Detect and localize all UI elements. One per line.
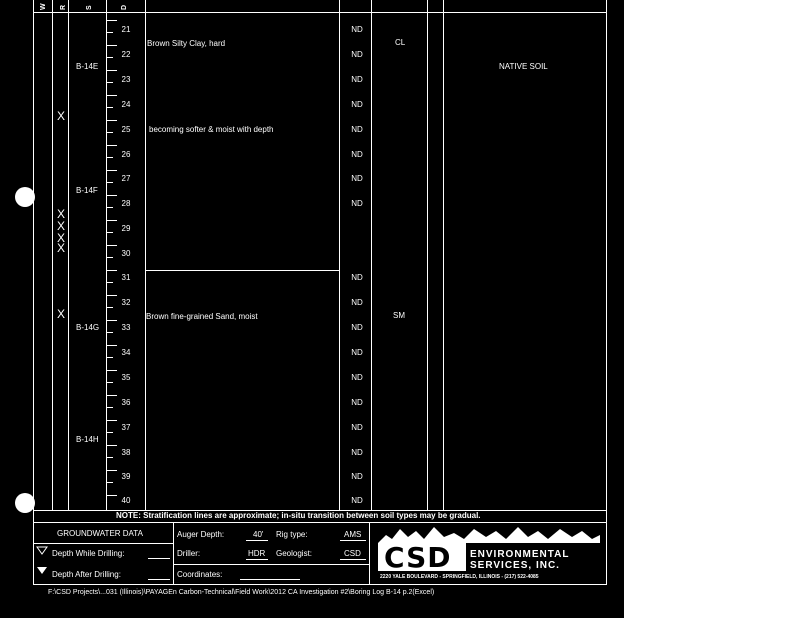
- stratification-note: NOTE: Stratification lines are approximate; in-situ transition between soil types may be gradual.: [116, 511, 481, 520]
- col-line-uscs: [427, 0, 428, 510]
- right-border: [606, 0, 607, 522]
- rig-type-label: Rig type:: [276, 530, 308, 539]
- depth-label: 30: [121, 249, 131, 258]
- binder-hole: [15, 493, 35, 513]
- depth-label: 26: [121, 150, 131, 159]
- csd-logo-text: CSD: [384, 541, 452, 574]
- pid-reading: ND: [351, 323, 363, 332]
- driller-value: HDR: [248, 549, 266, 558]
- file-path: F:\CSD Projects\...031 (Illinois)\PAYAGEn Carbon-Technical\Field Work\2012 CA Investigation #2\Boring Log B-14 p.2(Excel): [48, 589, 435, 596]
- col-line-sample: [106, 0, 107, 510]
- pid-reading: ND: [351, 100, 363, 109]
- col-line-depth: [145, 0, 146, 510]
- pid-reading: ND: [351, 423, 363, 432]
- remarks-text: NATIVE SOIL: [499, 62, 548, 71]
- geologist-label: Geologist:: [276, 549, 313, 558]
- pid-reading: ND: [351, 373, 363, 382]
- recovery-mark: X: [57, 207, 66, 221]
- depth-label: 33: [121, 323, 131, 332]
- pid-reading: ND: [351, 348, 363, 357]
- depth-label: 24: [121, 100, 131, 109]
- depth-while-drilling-blank: [148, 558, 170, 559]
- soil-description: Brown Silty Clay, hard: [147, 39, 226, 48]
- pid-reading: ND: [351, 398, 363, 407]
- col-line-description: [339, 0, 340, 510]
- pid-reading: ND: [351, 298, 363, 307]
- pid-reading: ND: [351, 75, 363, 84]
- sample-id: B-14F: [76, 186, 98, 195]
- depth-label: 29: [121, 224, 131, 233]
- depth-after-drilling-blank: [148, 579, 170, 580]
- depth-label: 35: [121, 373, 131, 382]
- col-line-water: [52, 0, 53, 510]
- geologist-value: CSD: [344, 549, 361, 558]
- auger-depth-value: 40': [253, 530, 264, 539]
- sample-id: B-14G: [76, 323, 100, 332]
- company-name-line2: SERVICES, INC.: [470, 560, 560, 571]
- rig-type-value: AMS: [344, 530, 362, 539]
- depth-label: 38: [121, 448, 131, 457]
- depth-label: 27: [121, 174, 131, 183]
- pid-reading: ND: [351, 150, 363, 159]
- recovery-mark: X: [57, 307, 66, 321]
- depth-while-drilling-label: Depth While Drilling:: [52, 549, 125, 558]
- col-line-recovery: [68, 0, 69, 510]
- coordinates-label: Coordinates:: [177, 570, 223, 579]
- col-line-pid: [371, 0, 372, 510]
- recovery-mark: X: [57, 109, 66, 123]
- sample-id: B-14E: [76, 62, 99, 71]
- depth-label: 22: [121, 50, 131, 59]
- pid-reading: ND: [351, 472, 363, 481]
- depth-label: 34: [121, 348, 131, 357]
- header-recovery: R: [60, 4, 67, 10]
- depth-label: 40: [121, 496, 131, 505]
- depth-label: 39: [121, 472, 131, 481]
- depth-label: 28: [121, 199, 131, 208]
- water-level-filled-triangle-icon: [36, 566, 48, 575]
- sample-id: B-14H: [76, 435, 99, 444]
- pid-reading: ND: [351, 50, 363, 59]
- recovery-mark: X: [57, 231, 66, 245]
- groundwater-title: GROUNDWATER DATA: [57, 529, 143, 538]
- stratification-line: [145, 270, 339, 271]
- depth-after-drilling-label: Depth After Drilling:: [52, 570, 121, 579]
- pid-reading: ND: [351, 199, 363, 208]
- depth-label: 25: [121, 125, 131, 134]
- company-address: 2220 YALE BOULEVARD - SPRINGFIELD, ILLINOIS - (217) 522-4085: [380, 574, 539, 580]
- header-water: W: [40, 3, 47, 10]
- left-border: [33, 0, 34, 522]
- pid-reading: ND: [351, 25, 363, 34]
- soil-description: Brown fine-grained Sand, moist: [146, 312, 258, 321]
- uscs-code: SM: [393, 311, 405, 320]
- col-line-extra: [443, 0, 444, 510]
- header-sample: S: [86, 5, 93, 10]
- depth-label: 23: [121, 75, 131, 84]
- binder-hole: [15, 187, 35, 207]
- header-divider: [33, 12, 607, 13]
- pid-reading: ND: [351, 174, 363, 183]
- header-depth: D: [121, 4, 128, 10]
- company-name-line1: ENVIRONMENTAL: [470, 549, 570, 560]
- auger-depth-label: Auger Depth:: [177, 530, 225, 539]
- depth-label: 32: [121, 298, 131, 307]
- pid-reading: ND: [351, 273, 363, 282]
- depth-label: 37: [121, 423, 131, 432]
- pid-reading: ND: [351, 496, 363, 505]
- soil-description: becoming softer & moist with depth: [149, 125, 274, 134]
- water-level-open-triangle-icon: [36, 546, 48, 555]
- depth-label: 36: [121, 398, 131, 407]
- depth-label: 31: [121, 273, 131, 282]
- csd-logo-box: [378, 541, 466, 574]
- pid-reading: ND: [351, 125, 363, 134]
- driller-label: Driller:: [177, 549, 201, 558]
- recovery-mark: X: [57, 219, 66, 233]
- uscs-code: CL: [395, 38, 406, 47]
- pid-reading: ND: [351, 448, 363, 457]
- recovery-mark: X: [57, 241, 66, 255]
- depth-label: 21: [121, 25, 131, 34]
